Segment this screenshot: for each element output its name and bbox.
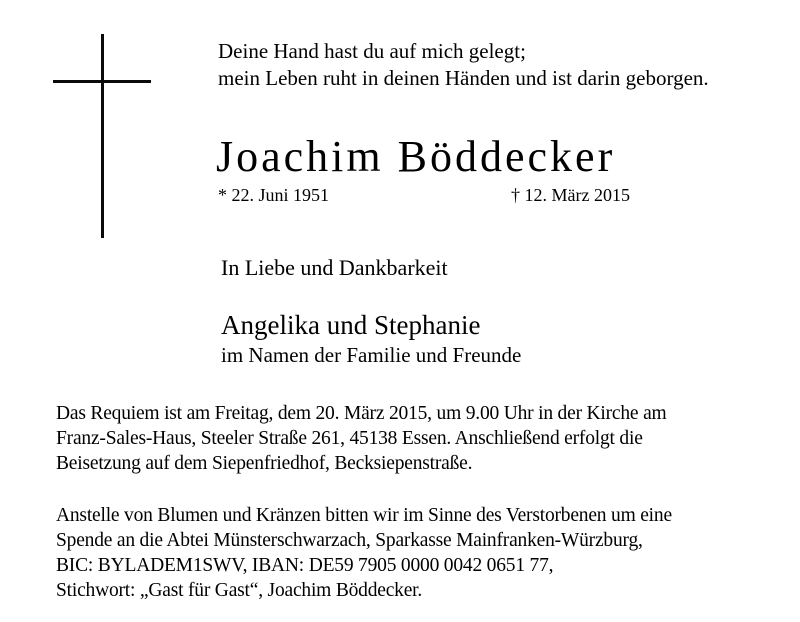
service-line-3: Beisetzung auf dem Siepenfriedhof, Becksiepenstraße. — [56, 453, 473, 474]
donation-details — [56, 503, 776, 603]
dedication-text: In Liebe und Dankbarkeit — [221, 255, 448, 280]
deceased-name: Joachim Böddecker — [216, 132, 616, 181]
service-details — [56, 401, 776, 476]
donation-line-4: Stichwort: „Gast für Gast“, Joachim Böddecker. — [56, 580, 423, 601]
epitaph-line-1: Deine Hand hast du auf mich gelegt; — [218, 39, 526, 63]
cross-horizontal-bar — [53, 80, 151, 83]
life-dates — [218, 184, 630, 206]
epitaph-line-2: mein Leben ruht in deinen Händen und ist darin geborgen. — [218, 66, 709, 90]
mourners-subtext: im Namen der Familie und Freunde — [221, 343, 522, 367]
service-line-2: Franz-Sales-Haus, Steeler Straße 261, 45138 Essen. Anschließend erfolgt die — [56, 428, 643, 449]
donation-line-1: Anstelle von Blumen und Kränzen bitten wir im Sinne des Verstorbenen um eine — [56, 505, 672, 526]
birth-date: * 22. Juni 1951 — [218, 185, 330, 205]
service-line-1: Das Requiem ist am Freitag, dem 20. März 2015, um 9.00 Uhr in der Kirche am — [56, 403, 667, 424]
epitaph-quote — [218, 38, 778, 92]
death-date: † 12. März 2015 — [511, 185, 630, 205]
mourners-names: Angelika und Stephanie — [221, 310, 481, 340]
donation-line-3: BIC: BYLADEM1SWV, IBAN: DE59 7905 0000 0042 0651 77, — [56, 555, 554, 576]
donation-line-2: Spende an die Abtei Münsterschwarzach, Sparkasse Mainfranken-Würzburg, — [56, 530, 643, 551]
cross-vertical-bar — [101, 34, 104, 238]
